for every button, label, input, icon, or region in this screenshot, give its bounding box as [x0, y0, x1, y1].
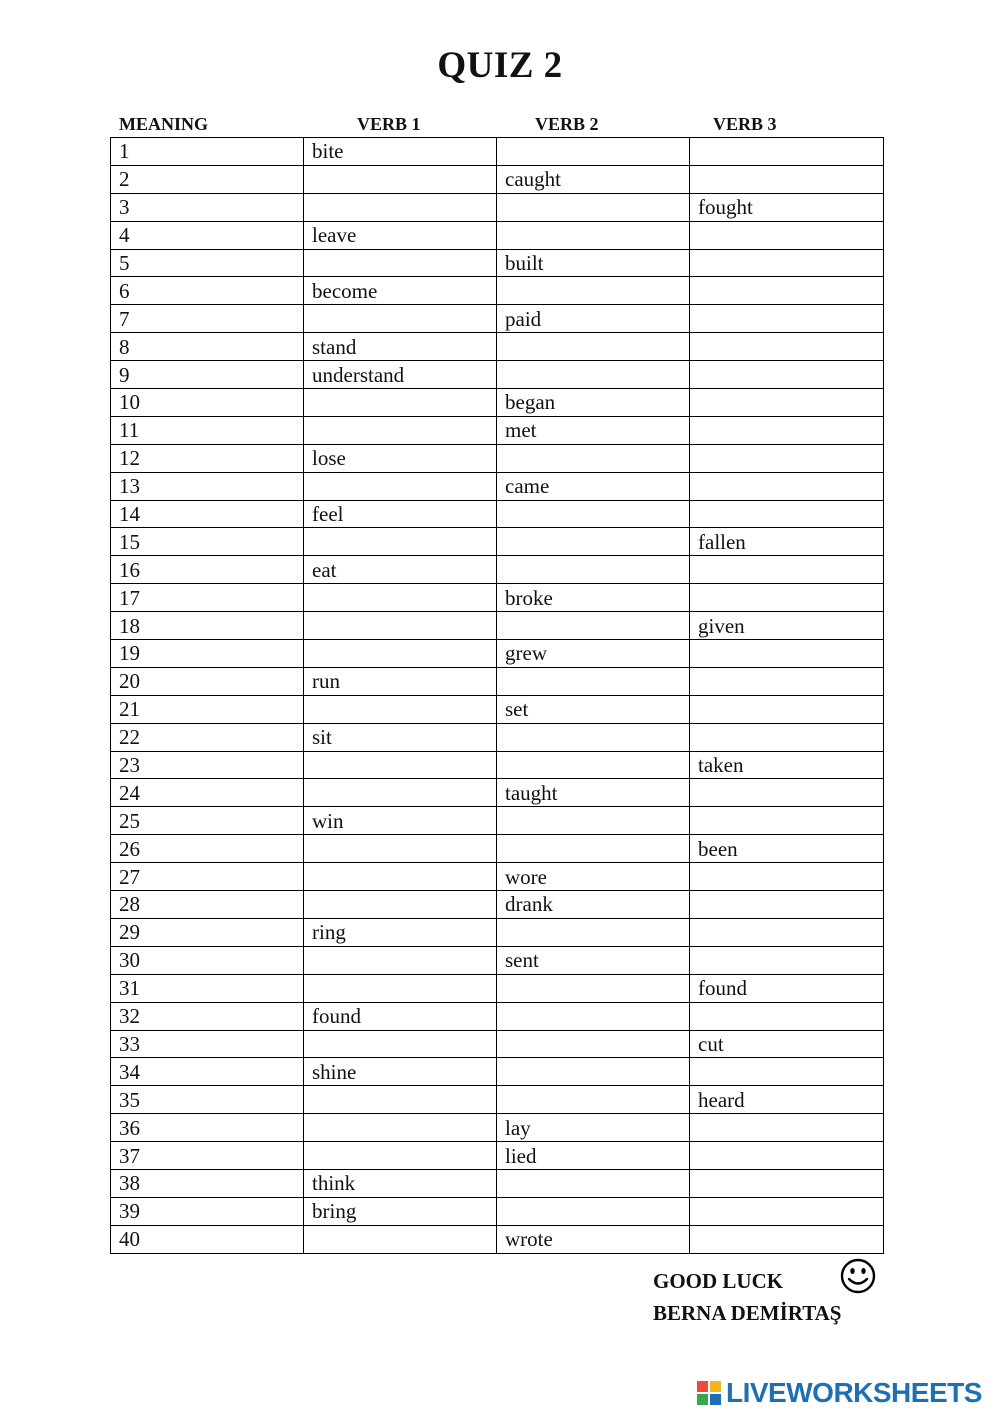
table-row [111, 165, 884, 193]
liveworksheets-logo-icon [696, 1380, 722, 1406]
table-row [111, 333, 884, 361]
verb-3-cell: fallen [690, 528, 884, 556]
verb-1-cell[interactable] [304, 891, 497, 919]
meaning-cell: 8 [111, 333, 304, 361]
meaning-cell: 36 [111, 1114, 304, 1142]
verb-table [110, 137, 884, 1254]
table-row [111, 1114, 884, 1142]
verb-2-cell: broke [497, 584, 690, 612]
verb-3-cell[interactable] [690, 779, 884, 807]
meaning-cell: 23 [111, 751, 304, 779]
table-row [111, 1002, 884, 1030]
meaning-cell: 29 [111, 918, 304, 946]
meaning-cell: 1 [111, 138, 304, 166]
verb-3-cell[interactable] [690, 221, 884, 249]
verb-1-cell[interactable] [304, 946, 497, 974]
verb-2-cell[interactable] [497, 835, 690, 863]
meaning-cell: 21 [111, 695, 304, 723]
table-row [111, 835, 884, 863]
verb-3-cell: been [690, 835, 884, 863]
header-verb-2: VERB 2 [535, 114, 599, 134]
verb-2-cell: drank [497, 891, 690, 919]
verb-3-cell[interactable] [690, 640, 884, 668]
meaning-cell: 2 [111, 165, 304, 193]
verb-2-cell: built [497, 249, 690, 277]
table-row [111, 723, 884, 751]
verb-1-cell[interactable] [304, 835, 497, 863]
verb-2-cell[interactable] [497, 528, 690, 556]
meaning-cell: 11 [111, 416, 304, 444]
meaning-cell: 22 [111, 723, 304, 751]
verb-3-cell[interactable] [690, 667, 884, 695]
meaning-cell: 25 [111, 807, 304, 835]
meaning-cell: 37 [111, 1142, 304, 1170]
verb-3-cell[interactable] [690, 472, 884, 500]
table-row [111, 1086, 884, 1114]
table-row [111, 277, 884, 305]
meaning-cell: 16 [111, 556, 304, 584]
verb-1-cell[interactable] [304, 472, 497, 500]
meaning-cell: 38 [111, 1169, 304, 1197]
table-row [111, 361, 884, 389]
verb-3-cell: found [690, 974, 884, 1002]
meaning-cell: 9 [111, 361, 304, 389]
meaning-cell: 20 [111, 667, 304, 695]
verb-1-cell[interactable] [304, 416, 497, 444]
verb-2-cell[interactable] [497, 1197, 690, 1225]
meaning-cell: 3 [111, 193, 304, 221]
table-row [111, 918, 884, 946]
verb-2-cell: wrote [497, 1225, 690, 1253]
verb-1-cell: sit [304, 723, 497, 751]
verb-2-cell: taught [497, 779, 690, 807]
verb-1-cell: think [304, 1169, 497, 1197]
table-row [111, 138, 884, 166]
verb-1-cell[interactable] [304, 193, 497, 221]
verb-1-cell[interactable] [304, 389, 497, 417]
verb-3-cell: fought [690, 193, 884, 221]
header-meaning: MEANING [119, 114, 208, 134]
verb-3-cell[interactable] [690, 333, 884, 361]
verb-1-cell[interactable] [304, 528, 497, 556]
meaning-cell: 24 [111, 779, 304, 807]
meaning-cell: 32 [111, 1002, 304, 1030]
verb-2-cell[interactable] [497, 193, 690, 221]
table-row [111, 389, 884, 417]
verb-2-cell[interactable] [497, 1030, 690, 1058]
verb-1-cell: bite [304, 138, 497, 166]
meaning-cell: 17 [111, 584, 304, 612]
verb-3-cell[interactable] [690, 1197, 884, 1225]
meaning-cell: 12 [111, 444, 304, 472]
table-row [111, 640, 884, 668]
smiley-face-icon [840, 1258, 876, 1294]
verb-3-cell[interactable] [690, 1142, 884, 1170]
table-row [111, 891, 884, 919]
verb-2-cell[interactable] [497, 444, 690, 472]
table-row [111, 1197, 884, 1225]
verb-2-cell[interactable] [497, 500, 690, 528]
table-row [111, 500, 884, 528]
meaning-cell: 30 [111, 946, 304, 974]
verb-2-cell[interactable] [497, 807, 690, 835]
verb-2-cell: grew [497, 640, 690, 668]
meaning-cell: 27 [111, 863, 304, 891]
verb-1-cell[interactable] [304, 1225, 497, 1253]
verb-2-cell[interactable] [497, 138, 690, 166]
verb-1-cell: ring [304, 918, 497, 946]
verb-2-cell[interactable] [497, 667, 690, 695]
liveworksheets-brand [696, 1374, 982, 1412]
verb-1-cell[interactable] [304, 695, 497, 723]
meaning-cell: 19 [111, 640, 304, 668]
verb-2-cell[interactable] [497, 556, 690, 584]
verb-1-cell[interactable] [304, 305, 497, 333]
meaning-cell: 15 [111, 528, 304, 556]
verb-3-cell[interactable] [690, 1225, 884, 1253]
verb-1-cell[interactable] [304, 863, 497, 891]
meaning-cell: 28 [111, 891, 304, 919]
verb-2-cell[interactable] [497, 918, 690, 946]
meaning-cell: 13 [111, 472, 304, 500]
verb-3-cell[interactable] [690, 416, 884, 444]
table-row [111, 1058, 884, 1086]
meaning-cell: 14 [111, 500, 304, 528]
verb-1-cell: feel [304, 500, 497, 528]
verb-2-cell: paid [497, 305, 690, 333]
verb-1-cell: found [304, 1002, 497, 1030]
table-row [111, 1030, 884, 1058]
table-row [111, 416, 884, 444]
table-row [111, 612, 884, 640]
verb-1-cell: bring [304, 1197, 497, 1225]
verb-1-cell: leave [304, 221, 497, 249]
verb-3-cell: cut [690, 1030, 884, 1058]
verb-3-cell[interactable] [690, 1058, 884, 1086]
verb-2-cell[interactable] [497, 333, 690, 361]
verb-3-cell[interactable] [690, 165, 884, 193]
verb-2-cell[interactable] [497, 277, 690, 305]
verb-3-cell[interactable] [690, 500, 884, 528]
header-verb-3: VERB 3 [713, 114, 777, 134]
table-row [111, 751, 884, 779]
verb-1-cell[interactable] [304, 165, 497, 193]
verb-2-cell[interactable] [497, 751, 690, 779]
verb-3-cell[interactable] [690, 863, 884, 891]
verb-2-cell[interactable] [497, 1002, 690, 1030]
header-verb-1: VERB 1 [357, 114, 421, 134]
verb-3-cell[interactable] [690, 1114, 884, 1142]
brand-name: LIVEWORKSHEETS [726, 1377, 982, 1408]
verb-2-cell: met [497, 416, 690, 444]
table-row [111, 584, 884, 612]
meaning-cell: 18 [111, 612, 304, 640]
meaning-cell: 5 [111, 249, 304, 277]
verb-2-cell: sent [497, 946, 690, 974]
table-row [111, 193, 884, 221]
table-row [111, 667, 884, 695]
table-row [111, 305, 884, 333]
verb-2-cell[interactable] [497, 1169, 690, 1197]
verb-1-cell[interactable] [304, 1142, 497, 1170]
table-row [111, 1169, 884, 1197]
table-row [111, 946, 884, 974]
verb-1-cell[interactable] [304, 779, 497, 807]
verb-1-cell: eat [304, 556, 497, 584]
verb-3-cell[interactable] [690, 138, 884, 166]
table-row [111, 1142, 884, 1170]
verb-1-cell[interactable] [304, 974, 497, 1002]
verb-1-cell: become [304, 277, 497, 305]
verb-3-cell: given [690, 612, 884, 640]
table-row [111, 974, 884, 1002]
verb-3-cell[interactable] [690, 891, 884, 919]
verb-2-cell[interactable] [497, 221, 690, 249]
table-row [111, 556, 884, 584]
verb-1-cell: shine [304, 1058, 497, 1086]
verb-1-cell[interactable] [304, 640, 497, 668]
verb-2-cell: came [497, 472, 690, 500]
table-row [111, 472, 884, 500]
verb-1-cell: run [304, 667, 497, 695]
verb-1-cell[interactable] [304, 612, 497, 640]
verb-2-cell: lay [497, 1114, 690, 1142]
verb-2-cell[interactable] [497, 612, 690, 640]
verb-3-cell[interactable] [690, 361, 884, 389]
verb-2-cell: lied [497, 1142, 690, 1170]
verb-1-cell[interactable] [304, 1086, 497, 1114]
verb-3-cell[interactable] [690, 249, 884, 277]
meaning-cell: 6 [111, 277, 304, 305]
meaning-cell: 39 [111, 1197, 304, 1225]
meaning-cell: 4 [111, 221, 304, 249]
verb-3-cell[interactable] [690, 1169, 884, 1197]
verb-3-cell[interactable] [690, 277, 884, 305]
table-row [111, 249, 884, 277]
verb-1-cell: understand [304, 361, 497, 389]
verb-2-cell[interactable] [497, 723, 690, 751]
meaning-cell: 31 [111, 974, 304, 1002]
verb-2-cell[interactable] [497, 974, 690, 1002]
verb-1-cell[interactable] [304, 1030, 497, 1058]
verb-1-cell: stand [304, 333, 497, 361]
verb-3-cell[interactable] [690, 584, 884, 612]
verb-3-cell[interactable] [690, 305, 884, 333]
author-name: BERNA DEMİRTAŞ [653, 1301, 842, 1325]
table-row [111, 1225, 884, 1253]
verb-1-cell: lose [304, 444, 497, 472]
table-row [111, 863, 884, 891]
verb-1-cell: win [304, 807, 497, 835]
good-luck-text: GOOD LUCK [653, 1269, 784, 1293]
meaning-cell: 40 [111, 1225, 304, 1253]
table-row [111, 779, 884, 807]
verb-2-cell[interactable] [497, 1086, 690, 1114]
table-row [111, 695, 884, 723]
verb-2-cell: set [497, 695, 690, 723]
verb-2-cell: began [497, 389, 690, 417]
meaning-cell: 10 [111, 389, 304, 417]
verb-3-cell[interactable] [690, 695, 884, 723]
verb-3-cell[interactable] [690, 807, 884, 835]
verb-3-cell[interactable] [690, 723, 884, 751]
verb-3-cell[interactable] [690, 556, 884, 584]
verb-3-cell[interactable] [690, 389, 884, 417]
verb-1-cell[interactable] [304, 584, 497, 612]
verb-3-cell[interactable] [690, 918, 884, 946]
verb-3-cell[interactable] [690, 444, 884, 472]
verb-2-cell: caught [497, 165, 690, 193]
verb-2-cell[interactable] [497, 1058, 690, 1086]
table-row [111, 444, 884, 472]
verb-1-cell[interactable] [304, 751, 497, 779]
verb-3-cell[interactable] [690, 946, 884, 974]
page-title: QUIZ 2 [437, 45, 563, 86]
table-row [111, 528, 884, 556]
meaning-cell: 35 [111, 1086, 304, 1114]
verb-1-cell[interactable] [304, 249, 497, 277]
verb-3-cell[interactable] [690, 1002, 884, 1030]
meaning-cell: 33 [111, 1030, 304, 1058]
verb-1-cell[interactable] [304, 1114, 497, 1142]
meaning-cell: 26 [111, 835, 304, 863]
table-row [111, 221, 884, 249]
verb-3-cell: taken [690, 751, 884, 779]
meaning-cell: 34 [111, 1058, 304, 1086]
table-row [111, 807, 884, 835]
verb-2-cell[interactable] [497, 361, 690, 389]
verb-2-cell: wore [497, 863, 690, 891]
verb-3-cell: heard [690, 1086, 884, 1114]
meaning-cell: 7 [111, 305, 304, 333]
